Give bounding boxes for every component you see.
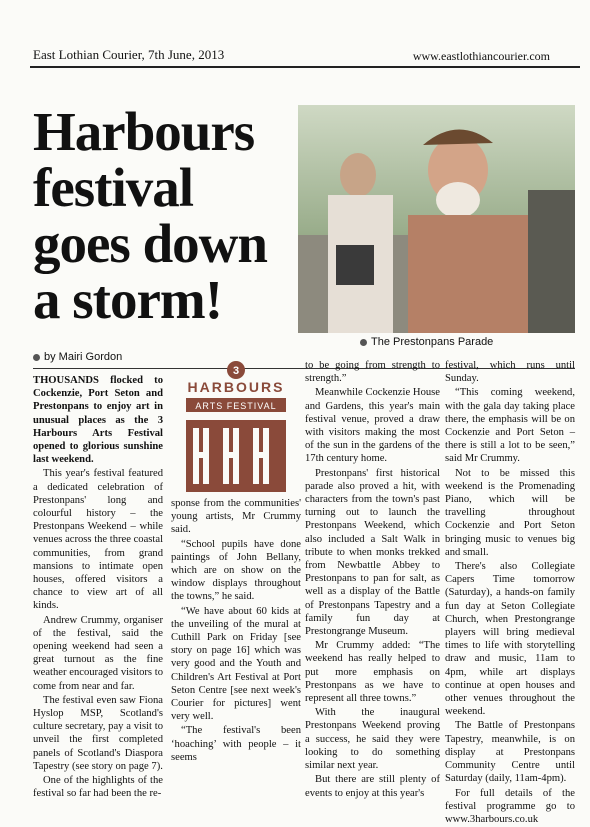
article-column-1 — [33, 374, 163, 802]
paragraph: But there are still plenty of events to enjoy at this year's — [305, 774, 440, 799]
paragraph: With the inaugural Prestonpans Weekend proving a success, he said they were looking to do something similar next year. — [305, 707, 440, 772]
paragraph: Andrew Crummy, organiser of the festival, said the opening weekend had seen a great turnout as the fine weather encouraged visitors to come from near and far. — [33, 614, 163, 692]
headline: Harbours festival goes down a storm! — [33, 101, 267, 330]
paragraph: “School pupils have done paintings of John Bellany, which are on show on the window displays throughout the towns,” he said. — [171, 538, 301, 603]
paragraph: “The festival's been ‘hoaching’ with people – it seems — [171, 725, 301, 763]
paragraph: Prestonpans' first historical parade also proved a hit, with characters from the town's past turning out to launch the Prestonpans Weekend, which also included a Salt Walk in tribute to when monks trekked from Newbattle Abbey to Prestonpans to pan for salt, as well as a display of the Battle of Prestonpans Tapestry and a family fun day at Prestongrange Museum. — [305, 467, 440, 638]
photo-caption: The Prestonpans Parade — [360, 336, 493, 348]
paragraph: The festival even saw Fiona Hyslop MSP, Scotland's culture secretary, pay a visit to unveil the first completed panels of Scotland's Diaspora Tapestry (see story on page 7). — [33, 694, 163, 772]
paragraph: festival, which runs until Sunday. — [445, 360, 575, 385]
bullet-icon — [360, 339, 367, 346]
publication-date: East Lothian Courier, 7th June, 2013 — [33, 47, 225, 62]
paragraph: to be going from strength to strength.” — [305, 360, 440, 385]
paragraph: One of the highlights of the festival so far had been the re- — [33, 775, 163, 800]
paragraph: Not to be missed this weekend is the Promenading Piano, which will be travelling throughout Cockenzie and Port Seton bringing music to venues big and small. — [445, 467, 575, 558]
logo-top: HARBOURS — [187, 379, 285, 395]
logo-bottom: ARTS FESTIVAL — [195, 401, 277, 411]
paragraph: “This coming weekend, with the gala day taking place there, the emphasis will be on Cockenzie and Port Seton – there is still a lot to be seen,” said Mr Crummy. — [445, 387, 575, 465]
byline: by Mairi Gordon — [33, 351, 122, 363]
paragraph: sponse from the communities' young artists, Mr Crummy said. — [171, 498, 301, 536]
paragraph: There's also Collegiate Capers Time tomorrow (Saturday), a hands-on family fun day at Seton Collegiate Church, when Prestongrange players will bring medieval times to life with storytelling draw and music, 11am to 4pm, while art displays continue at open houses and other venues throughout the weekend. — [445, 561, 575, 718]
paragraph: Mr Crummy added: “The weekend has really helped to put more emphasis on Prestonpans as we have to represent all three towns.” — [305, 640, 440, 705]
paragraph: “We have about 60 kids at the unveiling of the mural at Cuthill Park on Friday [see story on page 16] which was very good and the Youth and Children's Art Festival at Port Seton Centre [see next week's Courier for pictures] went very well. — [171, 605, 301, 723]
bullet-icon — [33, 354, 40, 361]
festival-logo — [171, 360, 301, 495]
paragraph: Meanwhile Cockenzie House and Gardens, this year's main festival venue, proved a draw with visitors making the most of the sun in the gardens of the 17th century home. — [305, 387, 440, 465]
paragraph: For full details of the festival programme go to www.3harbours.co.uk — [445, 787, 575, 825]
article-column-2 — [171, 497, 301, 765]
logo-number: 3 — [232, 365, 240, 377]
website-url: www.eastlothiancourier.com — [412, 49, 550, 63]
paragraph: This year's festival featured a dedicated celebration of Prestonpans' long and colourful history – the Prestonpans Weekend – while venues across the three coastal communities, from grand mansions to intimate open houses, offered visitors a chance to view art of all kinds. — [33, 468, 164, 612]
parade-photo — [298, 105, 575, 333]
article-column-4 — [445, 359, 575, 827]
paragraph: The Battle of Prestonpans Tapestry, meanwhile, is on display at Prestonpans Community Centre until Saturday (daily, 11am-4pm). — [445, 720, 575, 785]
lead-paragraph: THOUSANDS flocked to Cockenzie, Port Seton and Prestonpans to enjoy art in unusual places as the 3 Harbours Arts Festival opened to glorious sunshine last weekend. — [33, 375, 163, 466]
header-rule — [30, 66, 580, 68]
article-column-3 — [305, 359, 440, 801]
